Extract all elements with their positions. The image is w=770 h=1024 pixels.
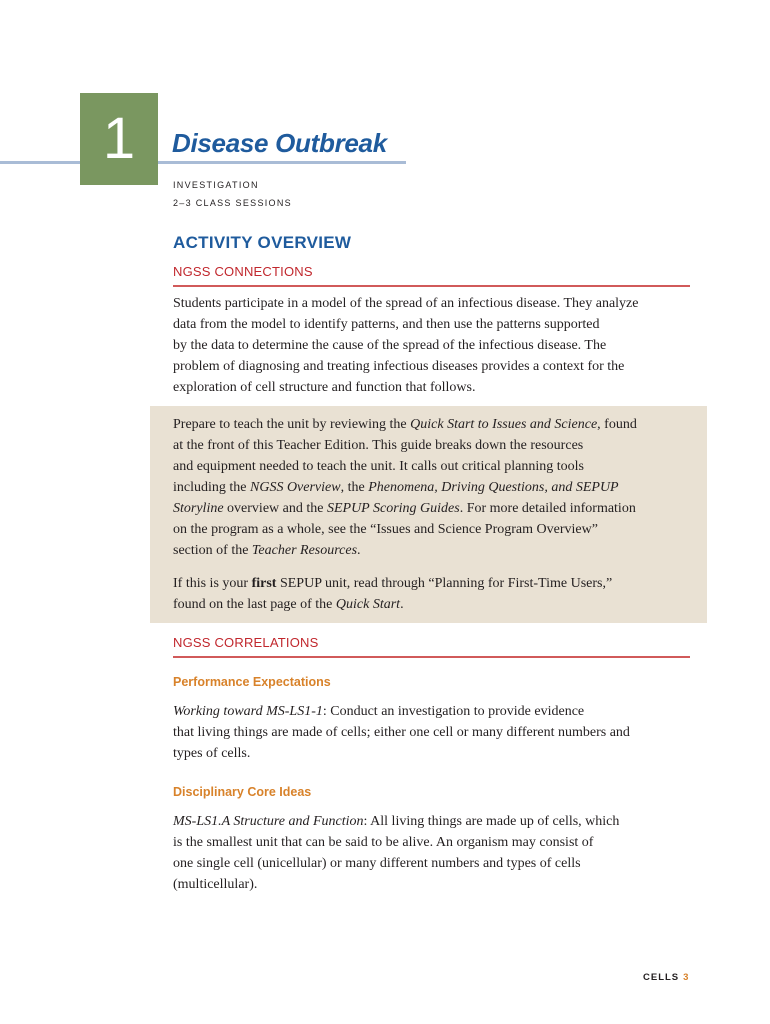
performance-expectations-text: Working toward MS-LS1-1: Conduct an investigation to provide evidence that living things are made of cells; either one cell or many different numbers and types of cells. <box>173 704 630 761</box>
overview-paragraph <box>173 293 693 398</box>
overview-line: by the data to determine the cause of the spread of the infectious disease. The <box>173 338 607 353</box>
performance-expectations-heading: Performance Expectations <box>173 675 331 689</box>
activity-number: 1 <box>102 106 136 171</box>
page-title: Disease Outbreak <box>172 128 387 158</box>
ngss-correlations-heading: NGSS CORRELATIONS <box>173 635 319 650</box>
callout-paragraph-1: Prepare to teach the unit by reviewing the Quick Start to Issues and Science, found at the front of this Teacher Edition. This guide breaks down the resources and equipment needed to teach the unit. It calls out critical planning tools including the NGSS Overview, the Phenomena, Driving Questions, and SEPUP Storyline overview and the SEPUP Scoring Guides. For more detailed information on the program as a whole, see the “Issues and Science Program Overview” section of the Teacher Resources. <box>173 417 637 558</box>
activity-type: INVESTIGATION <box>173 180 259 190</box>
page-number: 3 <box>683 972 690 983</box>
class-sessions: 2–3 CLASS SESSIONS <box>173 198 292 208</box>
overview-line: data from the model to identify patterns, and then use the patterns supported <box>173 317 600 332</box>
section-rule <box>173 656 690 658</box>
page-footer <box>643 972 689 983</box>
overview-line: problem of diagnosing and treating infectious diseases provides a context for the <box>173 359 625 374</box>
footer-unit-label: CELLS <box>643 972 680 983</box>
overview-line: exploration of cell structure and function that follows. <box>173 380 476 395</box>
emphasis-first: first <box>251 576 277 591</box>
overview-line: Students participate in a model of the spread of an infectious disease. They analyze <box>173 296 639 311</box>
header-accent-line <box>0 161 406 164</box>
disciplinary-core-ideas-heading: Disciplinary Core Ideas <box>173 785 312 799</box>
quick-start-title: Quick Start to Issues and Science <box>410 417 598 432</box>
callout-paragraph-2: If this is your first SEPUP unit, read through “Planning for First-Time Users,” found on the last page of the Quick Start. <box>173 576 613 612</box>
section-rule <box>173 285 690 287</box>
disciplinary-core-ideas-text: MS-LS1.A Structure and Function: All living things are made up of cells, which is the smallest unit that can be said to be alive. An organism may consist of one single cell (unicellular) or many different numbers and types of cells (multicellular). <box>173 814 620 892</box>
activity-number-badge <box>80 93 158 185</box>
activity-overview-heading: ACTIVITY OVERVIEW <box>173 233 352 252</box>
ngss-connections-heading: NGSS CONNECTIONS <box>173 264 313 279</box>
